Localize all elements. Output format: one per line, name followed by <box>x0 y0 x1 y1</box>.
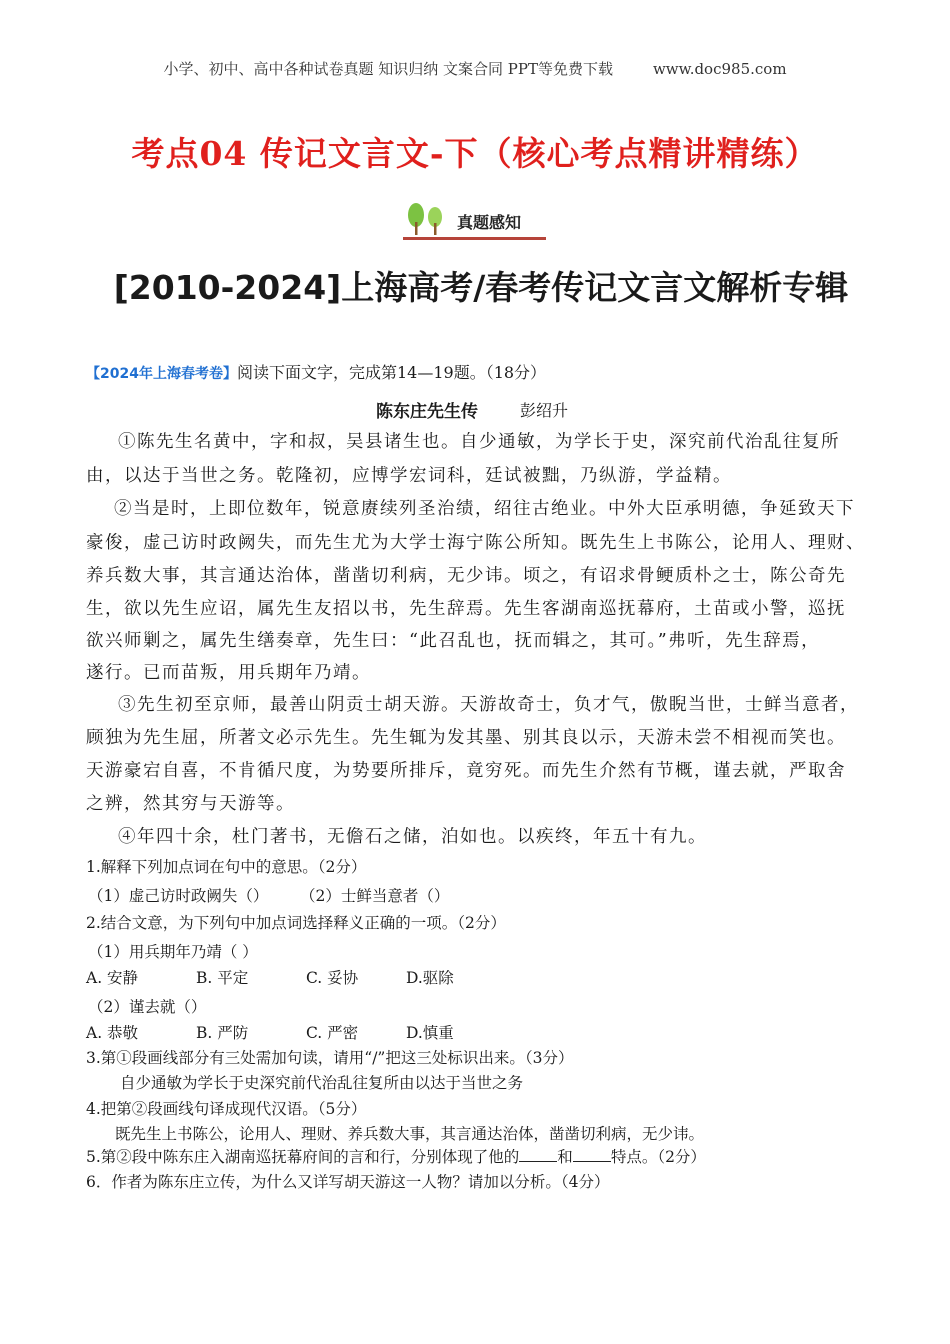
option-d[interactable]: D.驱除 <box>406 969 454 987</box>
header-url[interactable]: www.doc985.com <box>652 60 787 78</box>
question-5-text: 5.第②段中陈东庄入湖南巡抚幕府间的言和行，分别体现了他的 <box>86 1148 520 1166</box>
page-subtitle: [2010-2024]上海高考/春考传记文言文解析专辑 <box>113 268 849 307</box>
question-2-2-options <box>86 1021 454 1043</box>
section-badge <box>403 198 546 240</box>
question-1b: （2）士鲜当意者（） <box>300 887 450 905</box>
source-instruction: 阅读下面文字，完成第14—19题。（18分） <box>236 363 547 382</box>
passage-title: 陈东庄先生传 <box>376 402 478 422</box>
option-c[interactable]: C. 妥协 <box>306 969 359 987</box>
answer-blank[interactable] <box>519 1147 557 1162</box>
badge-label: 真题感知 <box>457 213 522 232</box>
option-a[interactable]: A. 恭敬 <box>86 1024 139 1042</box>
question-2-2: （2）谨去就（） <box>88 998 207 1016</box>
question-6: 6．作者为陈东庄立传，为什么又详写胡天游这一人物？请加以分析。（4分） <box>86 1173 610 1191</box>
question-3-text: 自少通敏为学长于史深究前代治乱往复所由以达于当世之务 <box>120 1074 524 1092</box>
question-1a: （1）虚己访时政阙失（） <box>88 887 269 905</box>
passage-line: 欲兴师剿之，属先生缮奏章，先生曰：“此召乱也，抚而辑之，其可。”弗听，先生辞焉， <box>86 631 821 651</box>
passage-line: ②当是时，上即位数年，锐意赓续列圣治绩，绍往古绝业。中外大臣承明德，争延致天下 <box>114 499 855 519</box>
option-b[interactable]: B. 严防 <box>196 1024 249 1042</box>
question-4-text: 既先生上书陈公，论用人、理财、养兵数大事，其言通达治体，凿凿切利病，无少讳。 <box>115 1125 705 1143</box>
question-2-1: （1）用兵期年乃靖（ ） <box>88 943 258 961</box>
question-1: 1.解释下列加点词在句中的意思。（2分） <box>86 858 367 876</box>
source-tag: 【2024年上海春考卷】 <box>86 366 237 382</box>
passage-line: 之辨，然其穷与天游等。 <box>86 794 295 814</box>
passage-line: 顾独为先生屈，所著文必示先生。先生辄为发其墨、别其良以示，天游未尝不相视而笑也。 <box>86 728 846 748</box>
site-header <box>0 58 950 79</box>
badge-underline <box>403 237 546 240</box>
question-4: 4.把第②段画线句译成现代汉语。（5分） <box>86 1100 367 1118</box>
passage-author: 彭绍升 <box>520 401 569 420</box>
option-a[interactable]: A. 安静 <box>86 969 139 987</box>
question-5-suffix: 特点。（2分） <box>610 1148 706 1166</box>
option-b[interactable]: B. 平定 <box>196 969 249 987</box>
source-line <box>86 360 546 383</box>
question-5-and: 和 <box>557 1148 573 1166</box>
header-text: 小学、初中、高中各种试卷真题 知识归纳 文案合同 PPT等免费下载 <box>163 60 613 78</box>
question-2: 2.结合文意，为下列句中加点词选择释义正确的一项。（2分） <box>86 914 506 932</box>
passage-line: ①陈先生名黄中，字和叔，吴县诸生也。自少通敏，为学长于史，深究前代治乱往复所 <box>118 432 840 452</box>
passage-line: 养兵数大事，其言通达治体，凿凿切利病，无少讳。顷之，有诏求骨鲠质朴之士，陈公奇先 <box>86 566 846 586</box>
passage-line: 豪俊，虚己访时政阙失，而先生尤为大学士海宁陈公所知。既先生上书陈公，论用人、理财、 <box>86 533 865 553</box>
page-title: 考点04 传记文言文-下（核心考点精讲精练） <box>131 134 819 173</box>
option-c[interactable]: C. 严密 <box>306 1024 359 1042</box>
passage-line: 生，欲以先生应诏，属先生友招以书，先生辞焉。先生客湖南巡抚幕府，土苗或小警，巡抚 <box>86 599 846 619</box>
passage-line: ④年四十余，杜门著书，无儋石之储，泊如也。以疾终，年五十有九。 <box>118 827 707 847</box>
option-d[interactable]: D.慎重 <box>406 1024 454 1042</box>
passage-line: 由，以达于当世之务。乾隆初，应博学宏词科，廷试被黜，乃纵游，学益精。 <box>86 466 732 486</box>
passage-line: 天游豪宕自喜，不肯循尺度，为势要所排斥，竟穷死。而先生介然有节概，谨去就，严取舍 <box>86 761 846 781</box>
question-2-1-options <box>86 966 454 988</box>
passage-line: ③先生初至京师，最善山阴贡士胡天游。天游故奇士，负才气，傲睨当世，士鲜当意者， <box>118 695 859 715</box>
passage-line: 遂行。已而苗叛，用兵期年乃靖。 <box>86 663 371 683</box>
answer-blank[interactable] <box>573 1147 611 1162</box>
question-5 <box>86 1145 706 1167</box>
two-trees-icon <box>403 198 449 238</box>
question-3: 3.第①段画线部分有三处需加句读，请用“/”把这三处标识出来。（3分） <box>86 1049 574 1067</box>
